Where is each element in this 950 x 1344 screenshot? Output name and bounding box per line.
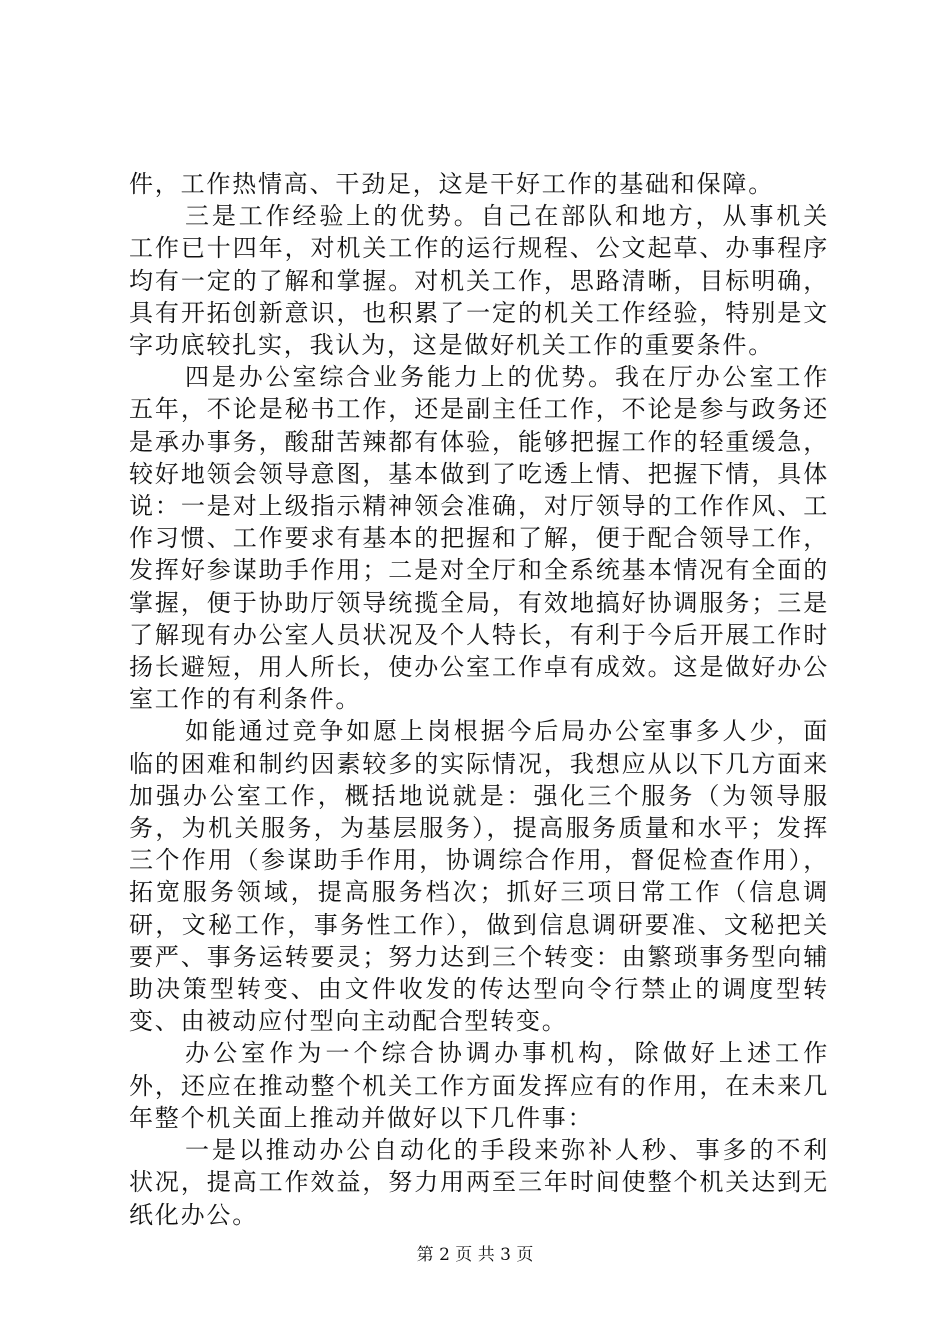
paragraph-3: 四是办公室综合业务能力上的优势。我在厅办公室工作五年，不论是秘书工作，还是副主任工作，不论是参与政务还是承办事务，酸甜苦辣都有体验，能够把握工作的轻重缓急，较好地领会领导意图，基本做到了吃透上情、把握下情，具体说：一是对上级指示精神领会准确，对厅领导的工作作风、工作习惯、工作要求有基本的把握和了解，便于配合领导工作，发挥好参谋助手作用；二是对全厅和全系统基本情况有全面的掌握，便于协助厅领导统揽全局，有效地搞好协调服务；三是了解现有办公室人员状况及个人特长，有利于今后开展工作时扬长避短，用人所长，使办公室工作卓有成效。这是做好办公室工作的有利条件。 bbox=[129, 363, 829, 714]
paragraph-5: 办公室作为一个综合协调办事机构，除做好上述工作外，还应在推动整个机关工作方面发挥应有的作用，在未来几年整个机关面上推动并做好以下几件事： bbox=[129, 1039, 829, 1132]
paragraph-2: 三是工作经验上的优势。自己在部队和地方，从事机关工作已十四年，对机关工作的运行规程、公文起草、办事程序均有一定的了解和掌握。对机关工作，思路清晰，目标明确，具有开拓创新意识，也积累了一定的机关工作经验，特别是文字功底较扎实，我认为，这是做好机关工作的重要条件。 bbox=[129, 202, 829, 360]
document-body bbox=[129, 168, 829, 1231]
paragraph-6: 一是以推动办公自动化的手段来弥补人秒、事多的不利状况，提高工作效益，努力用两至三年时间使整个机关达到无纸化办公。 bbox=[129, 1136, 829, 1229]
paragraph-4: 如能通过竞争如愿上岗根据今后局办公室事多人少，面临的困难和制约因素较多的实际情况，我想应从以下几方面来加强办公室工作，概括地说就是：强化三个服务（为领导服务，为机关服务，为基层服务），提高服务质量和水平；发挥三个作用（参谋助手作用，协调综合作用，督促检查作用），拓宽服务领域，提高服务档次；抓好三项日常工作（信息调研，文秘工作，事务性工作），做到信息调研要准、文秘把关要严、事务运转要灵；努力达到三个转变：由繁琐事务型向辅助决策型转变、由文件收发的传达型向令行禁止的调度型转变、由被动应付型向主动配合型转变。 bbox=[129, 717, 829, 1036]
page-number-footer: 第 2 页 共 3 页 bbox=[416, 1245, 534, 1265]
paragraph-1: 件，工作热情高、干劲足，这是干好工作的基础和保障。 bbox=[129, 170, 774, 198]
